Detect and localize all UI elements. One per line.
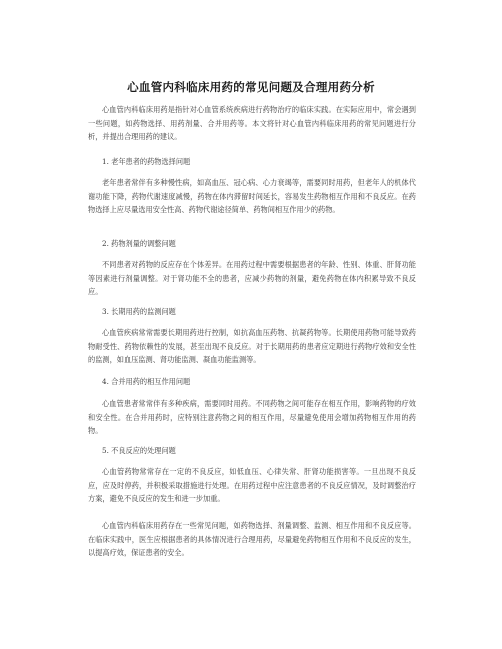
conclusion-paragraph: [88, 519, 416, 560]
section-2-body: [88, 258, 416, 299]
section-3-body: [88, 326, 416, 367]
section-4-heading: 4. 合并用药的相互作用问题: [102, 377, 191, 386]
section-4-text: 心血管患者常常伴有多种疾病，需要同时用药。不同药物之间可能存在相互作用，影响药物的疗效和安全性。在合并用药时，应特别注意药物之间的相互作用，尽量避免使用会增加药物相互作用的药物。: [88, 399, 416, 436]
section-3-text: 心血管疾病常常需要长期用药进行控制，如抗高血压药物、抗凝药物等。长期使用药物可能导致药物耐受性、药物依赖性的发展，甚至出现不良反应。对于长期用药的患者应定期进行药物疗效和安全性的监测，如血压监测、肾功能监测、凝血功能监测等。: [88, 328, 416, 365]
conclusion-text: 心血管内科临床用药存在一些常见问题，如药物选择、剂量调整、监测、相互作用和不良反应等。在临床实践中，医生应根据患者的具体情况进行合理用药，尽量避免药物相互作用和不良反应的发生，以提高疗效，保证患者的安全。: [88, 521, 416, 558]
section-1-body: [88, 176, 416, 217]
section-4-body: [88, 397, 416, 438]
section-1-text: 老年患者常伴有多种慢性病，如高血压、冠心病、心力衰竭等，需要同时用药，但老年人的机体代谢功能下降，药物代谢速度减慢，药物在体内滞留时间延长，容易发生药物相互作用和不良反应。在药物选择上应尽量选用安全性高、药物代谢途径简单、药物间相互作用少的药物。: [88, 178, 416, 215]
section-2-heading: 2. 药物剂量的调整问题: [102, 239, 176, 248]
section-2-text: 不同患者对药物的反应存在个体差异。在用药过程中需要根据患者的年龄、性别、体重、肝肾功能等因素进行剂量调整。对于肾功能不全的患者，应减少药物的剂量，避免药物在体内积累导致不良反应。: [88, 260, 416, 297]
section-5-heading: 5. 不良反应的处理问题: [102, 446, 176, 455]
document-title: 心血管内科临床用药的常见问题及合理用药分析: [127, 80, 375, 94]
section-5-body: [88, 465, 416, 506]
section-1-heading: 1. 老年患者的药物选择问题: [102, 157, 191, 166]
section-3-heading: 3. 长期用药的监测问题: [102, 307, 176, 316]
intro-text: 心血管内科临床用药是指针对心血管系统疾病进行药物治疗的临床实践。在实际应用中，常会遇到一些问题，如药物选择、用药剂量、合并用药等。本文将针对心血管内科临床用药的常见问题进行分析，并提出合理用药的建议。: [88, 105, 416, 142]
intro-paragraph: [88, 103, 416, 144]
section-5-text: 心血管药物常常存在一定的不良反应，如低血压、心律失常、肝肾功能损害等。一旦出现不良反应，应及时停药，并积极采取措施进行处理。在用药过程中应注意患者的不良反应情况，及时调整治疗方案，避免不良反应的发生和进一步加重。: [88, 467, 416, 504]
